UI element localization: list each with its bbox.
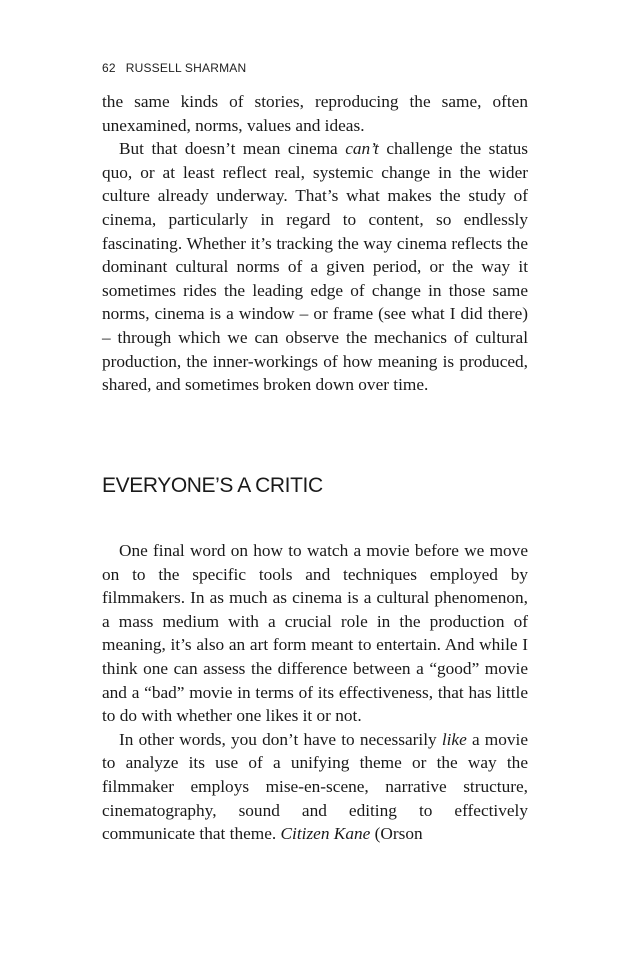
section-body-critic — [102, 539, 528, 846]
emphasis-like: like — [441, 729, 467, 749]
book-page — [102, 60, 528, 844]
paragraph-text: In other words, you don’t have to necessarily — [119, 729, 442, 749]
paragraph-text: challenge the status quo, or at least reflect real, systemic change in the wider culture already underway. That’s what makes the study of cinema, particularly in regard to content, so endlessly fascinating. Whether it’s tracking the way cinema reflects the dominant cultural norms of a given period, or the way it sometimes rides the leading edge of change in those same norms, cinema is a window – or frame (see what I did there) – through which we can observe the mechanics of cultural production, the inner-workings of how meaning is produced, shared, and sometimes broken down over time. — [102, 139, 528, 395]
section-heading: EVERYONE’S A CRITIC — [102, 474, 323, 497]
running-head — [102, 60, 528, 76]
paragraph-text: But that doesn’t mean cinema — [119, 139, 346, 159]
paragraph-text: (Orson — [370, 824, 423, 844]
paragraph-other-words — [102, 728, 528, 846]
film-title-citizen-kane: Citizen Kane — [280, 824, 371, 844]
section-body-top — [102, 90, 528, 397]
paragraph-text: a movie to analyze its use of a unifying theme or the way the filmmaker employs mise-en-scene, narrative structure, cinematography, sound and editing to effectively communicate that theme. — [102, 729, 528, 844]
author-name: RUSSELL SHARMAN — [125, 61, 247, 75]
page-number: 62 — [102, 61, 116, 75]
paragraph-final-word: One final word on how to watch a movie before we move on to the specific tools and techniques employed by filmmakers. In as much as cinema is a cultural phenomenon, a mass medium with a crucial role in the production of meaning, it’s also an art form meant to entertain. And while I think one can assess the difference between a “good” movie and a “bad” movie in terms of its effectiveness, that has little to do with whether one likes it or not. — [102, 541, 528, 726]
paragraph-continued: the same kinds of stories, reproducing the same, often unexamined, norms, values and ideas. — [102, 92, 528, 135]
paragraph-status-quo — [102, 137, 528, 397]
emphasis-cant: can’t — [345, 139, 379, 159]
